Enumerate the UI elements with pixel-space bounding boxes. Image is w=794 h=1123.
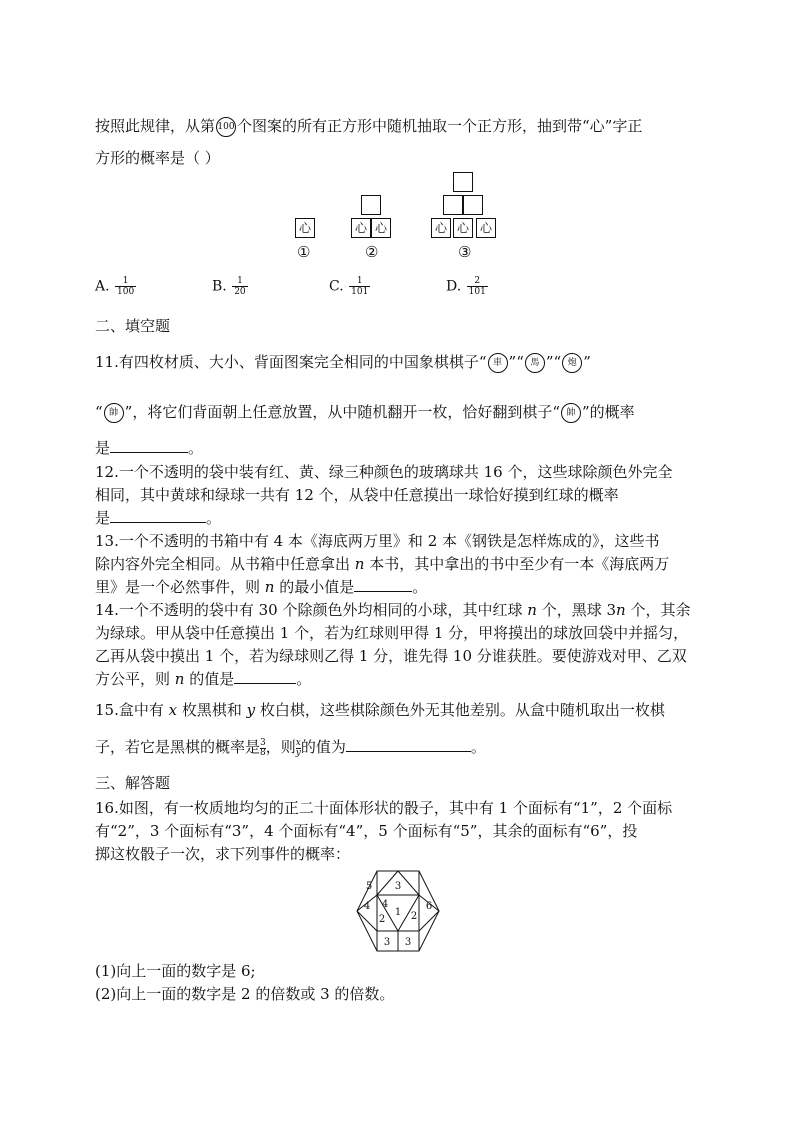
heart-square: 心 bbox=[371, 218, 391, 238]
option-a[interactable]: A. $\frac{1}{100}$ bbox=[95, 276, 135, 297]
heart-square: 心 bbox=[295, 218, 315, 238]
q16-line1: 16.如图，有一枚质地均匀的正二十面体形状的骰子，其中有 1 个面标有“1”，2 个面标 bbox=[95, 799, 673, 817]
empty-square bbox=[453, 172, 473, 192]
q10-line2: 方形的概率是（ ） bbox=[95, 149, 220, 167]
q16-sub1: (1)向上一面的数字是 6; bbox=[95, 962, 256, 980]
dice-face-number: 2 bbox=[378, 914, 386, 925]
answer-blank[interactable] bbox=[110, 508, 206, 523]
empty-square bbox=[361, 195, 381, 215]
q14-line1: 14.一个不透明的袋中有 30 个除颜色外均相同的小球，其中红球 n 个，黑球 3n 个，其余 bbox=[95, 601, 691, 619]
q11-line1: 11.有四枚材质、大小、背面图案完全相同的中国象棋棋子“ 車 ”“ 馬 ”“ 炮 ” bbox=[95, 353, 591, 371]
q12-line3: 是 。 bbox=[95, 509, 222, 527]
answer-blank[interactable] bbox=[354, 577, 412, 592]
q14-line2: 为绿球。甲从袋中任意摸出 1 个，若为红球则甲得 1 分，甲将摸出的球放回袋中并摇匀， bbox=[95, 624, 689, 642]
dice-face-number: 4 bbox=[381, 899, 389, 910]
section-heading-solutions: 三、解答题 bbox=[95, 774, 171, 792]
heart-square: 心 bbox=[431, 218, 451, 238]
chess-piece-icon: 馬 bbox=[525, 353, 545, 373]
q13-line3: 里》是一个必然事件，则 n 的最小值是 。 bbox=[95, 578, 428, 596]
q16-sub2: (2)向上一面的数字是 2 的倍数或 3 的倍数。 bbox=[95, 985, 395, 1003]
dice-face-number: 3 bbox=[404, 937, 412, 948]
option-b[interactable]: B. $\frac{1}{20}$ bbox=[212, 276, 246, 297]
q15-line1: 15.盒中有 x 枚黑棋和 y 枚白棋，这些棋除颜色外无其他差别。从盒中随机取出一枚棋 bbox=[95, 701, 665, 719]
q16-line3: 掷这枚骰子一次，求下列事件的概率： bbox=[95, 845, 351, 863]
empty-square bbox=[463, 195, 483, 215]
answer-blank[interactable] bbox=[110, 438, 188, 453]
icosahedron-dice-figure bbox=[356, 869, 440, 953]
figure-label-3: ③ bbox=[458, 243, 472, 261]
heart-square: 心 bbox=[476, 218, 496, 238]
q14-line3: 乙再从袋中摸出 1 个，若为绿球则乙得 1 分，谁先得 10 分谁获胜。要使游戏对甲、乙双 bbox=[95, 647, 687, 665]
q13-line2: 除内容外完全相同。从书箱中任意拿出 n 本书，其中拿出的书中至少有一本《海底两万 bbox=[95, 555, 670, 573]
q11-line2: “ 帥 ”，将它们背面朝上任意放置，从中随机翻开一枚，恰好翻到棋子“ 帥 ”的概率 bbox=[95, 403, 635, 421]
q13-line1: 13.一个不透明的书箱中有 4 本《海底两万里》和 2 本《钢铁是怎样炼成的》，这些书 bbox=[95, 532, 660, 550]
chess-piece-icon: 帥 bbox=[104, 403, 124, 423]
option-c[interactable]: C. $\frac{1}{101}$ bbox=[329, 276, 369, 297]
fraction: $\frac{x}{y}$ bbox=[295, 737, 301, 758]
dice-face-number: 5 bbox=[365, 881, 373, 892]
figure-label-2: ② bbox=[365, 243, 379, 261]
section-heading-fill-in: 二、填空题 bbox=[95, 317, 171, 335]
q11-line3: 是 。 bbox=[95, 439, 204, 457]
heart-square: 心 bbox=[453, 218, 473, 238]
q12-line1: 12.一个不透明的袋中装有红、黄、绿三种颜色的玻璃球共 16 个，这些球除颜色外完全 bbox=[95, 463, 673, 481]
chess-piece-icon: 帥 bbox=[561, 403, 581, 423]
dice-face-number: 4 bbox=[363, 901, 371, 912]
heart-square: 心 bbox=[351, 218, 371, 238]
dice-face-number: 3 bbox=[394, 881, 402, 892]
q16-line2: 有“2”，3 个面标有“3”，4 个面标有“4”，5 个面标有“5”，其余的面标有“6”，投 bbox=[95, 822, 638, 840]
empty-square bbox=[443, 195, 463, 215]
answer-blank[interactable] bbox=[234, 669, 296, 684]
dice-face-number: 2 bbox=[410, 911, 418, 922]
dice-face-number: 3 bbox=[383, 937, 391, 948]
figure-label-1: ① bbox=[297, 243, 311, 261]
chess-piece-icon: 炮 bbox=[562, 353, 582, 373]
q12-line2: 相同，其中黄球和绿球一共有 12 个，从袋中任意摸出一球恰好摸到红球的概率 bbox=[95, 486, 619, 504]
dice-face-number: 6 bbox=[425, 901, 433, 912]
q15-line2: 子，若它是黑棋的概率是 $\frac{3}{8}$ ，则 $\frac{x}{y}$ 的值为 。 bbox=[95, 737, 486, 758]
dice-face-number: 1 bbox=[394, 907, 402, 918]
circled-number: 100 bbox=[216, 117, 236, 137]
answer-blank[interactable] bbox=[346, 737, 471, 752]
fraction: $\frac{3}{8}$ bbox=[260, 737, 266, 758]
q10-line1: 按照此规律，从第 100 个图案的所有正方形中随机抽取一个正方形，抽到带“心”字正 bbox=[95, 117, 643, 135]
chess-piece-icon: 車 bbox=[488, 353, 508, 373]
q14-line4: 方公平，则 n 的值是 。 bbox=[95, 670, 312, 688]
option-d[interactable]: D. $\frac{2}{101}$ bbox=[446, 276, 486, 297]
